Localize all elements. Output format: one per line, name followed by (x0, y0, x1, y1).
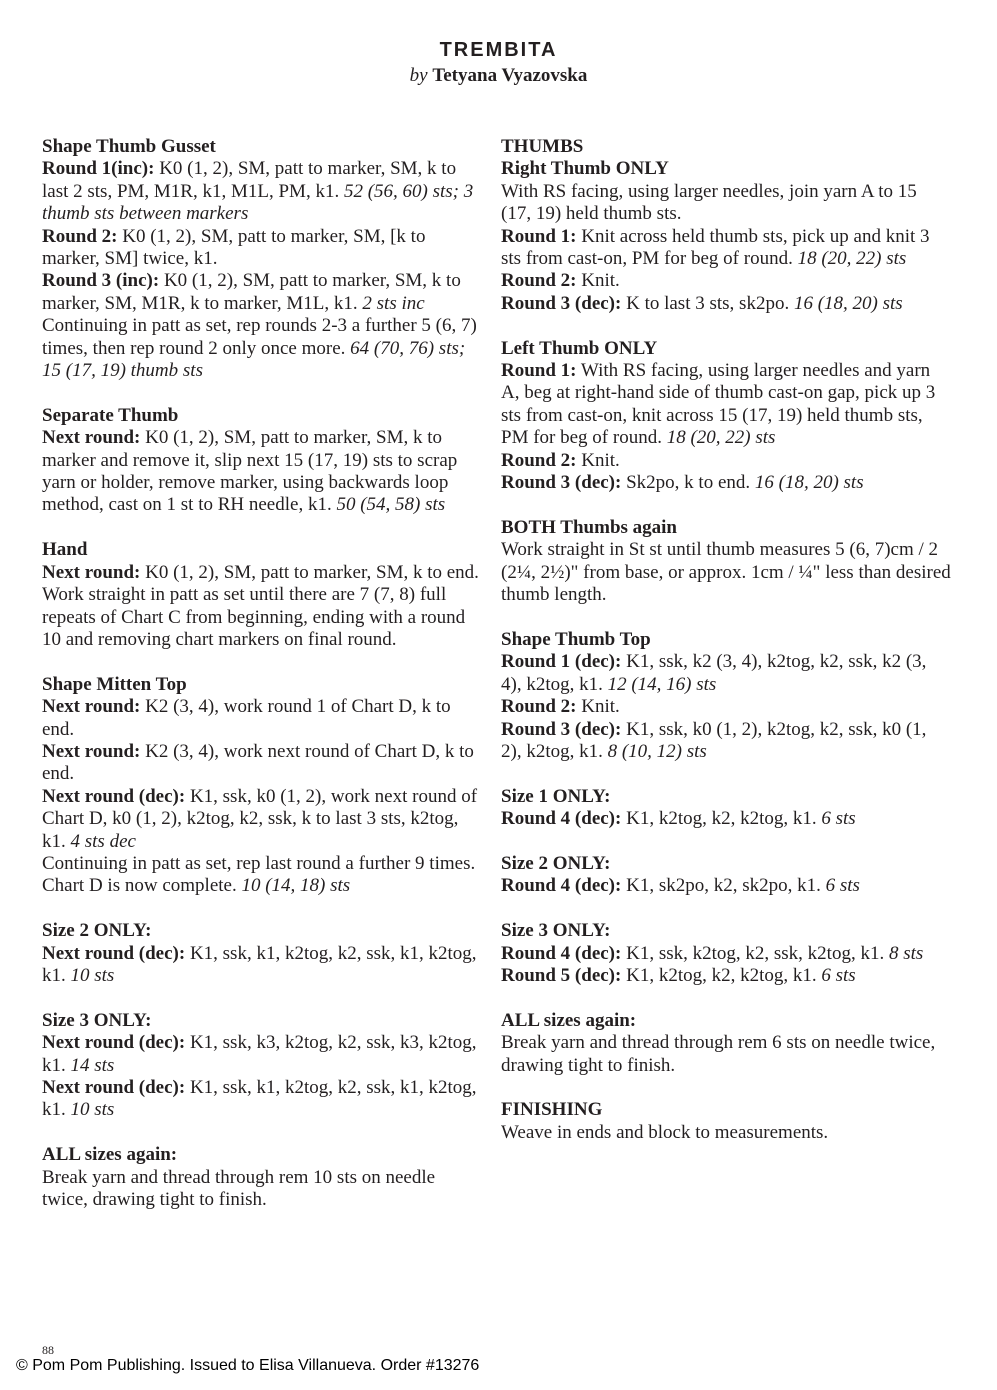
section-heading: BOTH Thumbs again (501, 516, 678, 538)
instruction-text: K1, ssk, k0 (1, 2), work next round of Chart D, k0 (1, 2), k2tog, k2, ssk, k to last 3 sts, k2tog, k1. (42, 785, 478, 852)
instruction-line (42, 1032, 482, 1077)
instruction-text: Sk2po, k to end. (626, 472, 751, 494)
instruction-label: Next round (dec): (42, 785, 186, 807)
pattern-title: TREMBITA (439, 39, 558, 61)
instruction-line (501, 808, 951, 830)
stitch-count-note: 10 (14, 18) sts (241, 875, 351, 897)
instruction-label: Round 5 (dec): (501, 964, 622, 986)
instruction-label: Next round: (42, 696, 141, 718)
page-number: 88 (42, 1343, 54, 1357)
stitch-count-note: 64 (70, 76) sts; 15 (17, 19) thumb sts (42, 337, 466, 382)
instruction-text: K0 (1, 2), SM, patt to marker, SM, [k to marker, SM] twice, k1. (42, 225, 426, 270)
instruction-text: K1, ssk, k1, k2tog, k2, ssk, k1, k2tog, k1. (42, 1076, 477, 1121)
instruction-text: K0 (1, 2), SM, patt to marker, SM, k to last 2 sts, PM, M1R, k1, M1L, PM, k1. (42, 158, 457, 202)
instruction-text: K0 (1, 2), SM, patt to marker, SM, k to marker and remove it, slip next 15 (17, 19) sts to scrap yarn or holder, remove marker, using backwards loop method, cast on 1 st to RH needle, k1. (42, 427, 458, 516)
section-left-thumb-only (501, 338, 951, 495)
instruction-label: Next round (dec): (42, 942, 186, 964)
stitch-count-note: 10 sts (70, 1099, 115, 1121)
section-heading: Left Thumb ONLY (501, 337, 658, 359)
instruction-line (501, 472, 951, 494)
stitch-count-note: 16 (18, 20) sts (754, 472, 864, 494)
instruction-line (42, 226, 482, 271)
instruction-line (501, 226, 951, 271)
section-heading: Size 2 ONLY: (501, 852, 611, 874)
section-heading: Size 3 ONLY: (42, 1009, 152, 1031)
section-thumbs (501, 136, 951, 158)
stitch-count-note: 52 (56, 60) sts; 3 thumb sts between markers (42, 180, 474, 225)
instruction-text: K1, sk2po, k2, sk2po, k1. (626, 875, 821, 897)
instruction-line (501, 293, 951, 315)
instruction-line (42, 562, 482, 584)
author-name: Tetyana Vyazovska (432, 65, 588, 86)
byline-prefix: by (409, 65, 428, 86)
page-header (0, 36, 997, 88)
section-shape-thumb-gusset (42, 136, 482, 382)
instruction-label: Next round: (42, 561, 141, 583)
section-heading: FINISHING (501, 1099, 603, 1121)
instruction-line (501, 450, 951, 472)
instruction-line (501, 719, 951, 764)
copyright-notice: © Pom Pom Publishing. Issued to Elisa Villanueva. Order #13276 (16, 1357, 480, 1374)
instruction-text: Weave in ends and block to measurements. (501, 1121, 829, 1143)
instruction-text: K1, ssk, k2 (3, 4), k2tog, k2, ssk, k2 (3, 4), k2tog, k1. (501, 651, 927, 695)
right-column (501, 136, 951, 1167)
section-heading: ALL sizes again: (42, 1144, 178, 1166)
instruction-line (42, 943, 482, 988)
instruction-line (501, 1122, 951, 1144)
instruction-line (42, 584, 482, 651)
section-all-sizes-again (42, 1144, 482, 1211)
section-heading: Shape Thumb Top (501, 628, 651, 650)
instruction-text: Continuing in patt as set, rep rounds 2-3 a further 5 (6, 7) times, then rep round 2 only once more. (42, 315, 477, 359)
section-right-thumb-only (501, 158, 951, 315)
instruction-text: K1, ssk, k3, k2tog, k2, ssk, k3, k2tog, k1. (42, 1032, 477, 1076)
instruction-text: Knit. (581, 696, 620, 718)
instruction-line (42, 1077, 482, 1122)
stitch-count-note: 8 (10, 12) sts (607, 740, 707, 762)
instruction-line (501, 651, 951, 696)
instruction-text: K2 (3, 4), work next round of Chart D, k to end. (42, 740, 474, 785)
instruction-text: Work straight in patt as set until there are 7 (7, 8) full repeats of Chart C from beginning, ending with a round 10 and removing chart markers on final round. (42, 584, 466, 650)
section-size-3-only (42, 1010, 482, 1122)
instruction-text: K1, ssk, k2tog, k2, ssk, k2tog, k1. (626, 942, 885, 964)
section-heading: Size 3 ONLY: (501, 920, 611, 942)
left-column (42, 136, 482, 1234)
instruction-text: Knit. (581, 449, 620, 471)
stitch-count-note: 16 (18, 20) sts (793, 292, 903, 314)
instruction-line (501, 875, 951, 897)
stitch-count-note: 10 sts (70, 964, 115, 986)
instruction-text: K1, k2tog, k2, k2tog, k1. (626, 808, 817, 830)
instruction-text: Knit. (581, 270, 620, 292)
section-size-2-only (501, 853, 951, 898)
section-both-thumbs-again (501, 517, 951, 607)
stitch-count-note: 2 sts inc (362, 292, 425, 314)
instruction-label: Next round: (42, 427, 141, 449)
section-all-sizes-again (501, 1010, 951, 1077)
stitch-count-note: 50 (54, 58) sts (336, 494, 446, 516)
instruction-line (501, 270, 951, 292)
instruction-line (42, 1167, 482, 1212)
section-shape-thumb-top (501, 629, 951, 763)
instruction-line (501, 965, 951, 987)
section-heading: Size 2 ONLY: (42, 920, 152, 942)
section-heading: Hand (42, 539, 88, 561)
instruction-line (501, 696, 951, 718)
byline (0, 64, 997, 88)
instruction-text: Knit across held thumb sts, pick up and knit 3 sts from cast-on, PM for beg of round. (501, 225, 930, 270)
stitch-count-note: 6 sts (821, 808, 856, 830)
instruction-line (501, 943, 951, 965)
instruction-line (42, 786, 482, 853)
stitch-count-note: 18 (20, 22) sts (797, 248, 907, 270)
section-finishing (501, 1099, 951, 1144)
instruction-text: With RS facing, using larger needles, join yarn A to 15 (17, 19) held thumb sts. (501, 180, 917, 225)
instruction-label: Round 1: (501, 360, 577, 382)
stitch-count-note: 14 sts (70, 1054, 115, 1076)
instruction-text: K2 (3, 4), work round 1 of Chart D, k to end. (42, 696, 451, 740)
instruction-text: With RS facing, using larger needles and yarn A, beg at right-hand side of thumb cast-on gap, pick up 3 sts from cast-on, knit across 15 (17, 19) held thumb sts, PM for beg of round. (501, 360, 936, 449)
section-size-1-only (501, 786, 951, 831)
instruction-line (42, 158, 482, 225)
section-separate-thumb (42, 405, 482, 517)
instruction-label: Round 3 (dec): (501, 718, 622, 740)
stitch-count-note: 4 sts dec (70, 830, 136, 852)
instruction-line (42, 853, 482, 898)
instruction-label: Round 2: (42, 225, 118, 247)
section-heading: THUMBS (501, 136, 584, 157)
instruction-text: Work straight in St st until thumb measures 5 (6, 7)cm / 2 (2¼, 2½)" from base, or approx. 1cm / ¼" less than desired thumb length. (501, 539, 951, 606)
instruction-label: Round 3 (dec): (501, 292, 622, 314)
section-heading: ALL sizes again: (501, 1009, 637, 1031)
instruction-label: Round 4 (dec): (501, 808, 622, 830)
instruction-text: K1, ssk, k0 (1, 2), k2tog, k2, ssk, k0 (1, 2), k2tog, k1. (501, 718, 927, 762)
instruction-label: Next round (dec): (42, 1076, 186, 1098)
section-hand (42, 539, 482, 651)
instruction-label: Round 4 (dec): (501, 942, 622, 964)
instruction-label: Round 3 (dec): (501, 472, 622, 494)
stitch-count-note: 6 sts (821, 964, 856, 986)
instruction-label: Next round: (42, 740, 141, 762)
instruction-label: Round 2: (501, 270, 577, 292)
instruction-label: Round 3 (inc): (42, 270, 160, 292)
instruction-text: K0 (1, 2), SM, patt to marker, SM, k to marker, SM, M1R, k to marker, M1L, k1. (42, 270, 461, 314)
section-shape-mitten-top (42, 674, 482, 898)
section-size-3-only (501, 920, 951, 987)
stitch-count-note: 12 (14, 16) sts (607, 673, 717, 695)
instruction-label: Round 4 (dec): (501, 875, 622, 897)
instruction-line (501, 1032, 951, 1077)
section-heading: Shape Thumb Gusset (42, 136, 216, 157)
instruction-line (501, 539, 951, 606)
instruction-text: K1, ssk, k1, k2tog, k2, ssk, k1, k2tog, k1. (42, 942, 477, 986)
instruction-line (42, 741, 482, 786)
instruction-label: Next round (dec): (42, 1032, 186, 1054)
stitch-count-note: 8 sts (888, 942, 924, 964)
instruction-label: Round 1: (501, 225, 577, 247)
stitch-count-note: 18 (20, 22) sts (666, 427, 776, 449)
section-heading: Shape Mitten Top (42, 673, 187, 695)
instruction-line (42, 696, 482, 741)
instruction-label: Round 2: (501, 449, 577, 471)
instruction-line (42, 427, 482, 517)
instruction-text: K0 (1, 2), SM, patt to marker, SM, k to end. (145, 561, 479, 583)
instruction-label: Round 1(inc): (42, 158, 155, 180)
instruction-label: Round 2: (501, 696, 577, 718)
section-size-2-only (42, 920, 482, 987)
instruction-text: Break yarn and thread through rem 10 sts on needle twice, drawing tight to finish. (42, 1166, 436, 1210)
instruction-line (501, 181, 951, 226)
instruction-line (42, 270, 482, 315)
instruction-line (42, 315, 482, 382)
instruction-text: Break yarn and thread through rem 6 sts on needle twice, drawing tight to finish. (501, 1032, 936, 1076)
instruction-text: K to last 3 sts, sk2po. (626, 292, 790, 314)
section-heading: Size 1 ONLY: (501, 785, 611, 807)
instruction-text: K1, k2tog, k2, k2tog, k1. (626, 964, 817, 986)
section-heading: Separate Thumb (42, 404, 179, 426)
section-heading: Right Thumb ONLY (501, 158, 669, 180)
stitch-count-note: 6 sts (825, 875, 860, 897)
instruction-line (501, 360, 951, 450)
instruction-text: Continuing in patt as set, rep last round a further 9 times. Chart D is now complete. (42, 852, 476, 897)
instruction-label: Round 1 (dec): (501, 651, 622, 673)
